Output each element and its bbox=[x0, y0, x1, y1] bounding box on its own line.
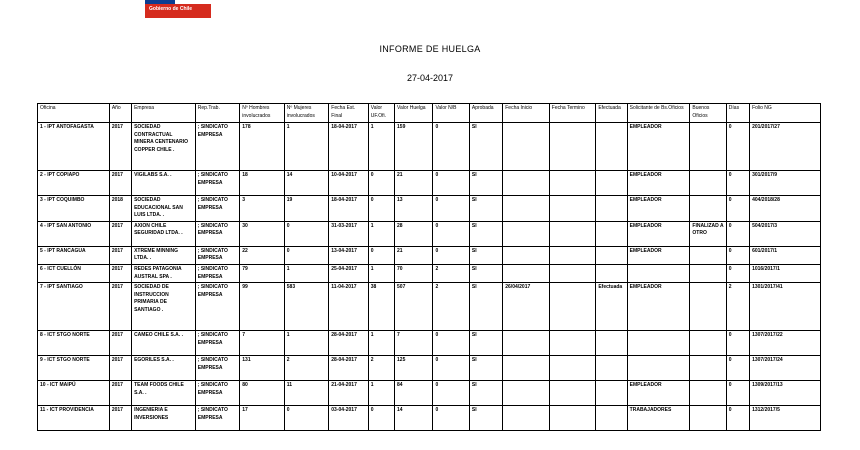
table-cell: 404/2018/28 bbox=[750, 196, 821, 222]
table-cell: 2 bbox=[726, 283, 749, 331]
table-cell: 1312/2017/5 bbox=[750, 406, 821, 431]
table-cell: 99 bbox=[240, 283, 285, 331]
table-cell: 7 bbox=[395, 331, 433, 356]
table-cell bbox=[690, 123, 726, 171]
table-cell: 2018 bbox=[109, 196, 131, 222]
table-cell bbox=[627, 356, 690, 381]
table-cell bbox=[690, 381, 726, 406]
table-cell: EMPLEADOR bbox=[627, 246, 690, 264]
table-cell: INGENIERIA E INVERSIONES bbox=[132, 406, 196, 431]
column-header: Nº Mujeres involucrados bbox=[284, 104, 329, 123]
table-cell: Efectuada bbox=[596, 283, 627, 331]
table-cell: 1301/2017/41 bbox=[750, 283, 821, 331]
column-header: Solicitante de Bs.Oficios bbox=[627, 104, 690, 123]
table-cell: ; SINDICATO EMPRESA bbox=[195, 283, 240, 331]
table-cell: 1307/2017/24 bbox=[750, 356, 821, 381]
table-cell: 2 bbox=[433, 283, 469, 331]
table-header-row bbox=[38, 104, 821, 123]
table-cell: EMPLEADOR bbox=[627, 283, 690, 331]
column-header: Valor UF.Ofi. bbox=[368, 104, 394, 123]
table-cell bbox=[549, 406, 596, 431]
column-header: Fecha Est. Final bbox=[329, 104, 368, 123]
table-cell bbox=[549, 283, 596, 331]
table-cell: 2017 bbox=[109, 283, 131, 331]
column-header: Días bbox=[726, 104, 749, 123]
table-cell: 0 bbox=[284, 246, 329, 264]
table-cell: 0 bbox=[433, 406, 469, 431]
table-cell: 11 - ICT PROVIDENCIA bbox=[38, 406, 110, 431]
logo-text: Gobierno de Chile bbox=[149, 6, 193, 12]
table-cell: 17 bbox=[240, 406, 285, 431]
table-cell: 80 bbox=[240, 381, 285, 406]
table-cell: 0 bbox=[433, 331, 469, 356]
table-cell: SOCIEDAD CONTRACTUAL MINERA CENTENARIO COPPER CHILE . bbox=[132, 123, 196, 171]
table-cell: 2017 bbox=[109, 221, 131, 246]
table-cell: 22 bbox=[240, 246, 285, 264]
table-cell: 0 bbox=[433, 123, 469, 171]
table-cell: SI bbox=[469, 221, 502, 246]
table-cell bbox=[596, 381, 627, 406]
table-cell bbox=[690, 283, 726, 331]
table-cell: 3 bbox=[240, 196, 285, 222]
table-cell bbox=[503, 171, 550, 196]
table-cell: 2017 bbox=[109, 246, 131, 264]
table-cell: 0 bbox=[284, 221, 329, 246]
table-cell: 178 bbox=[240, 123, 285, 171]
table-cell bbox=[549, 171, 596, 196]
table-cell bbox=[596, 356, 627, 381]
table-cell bbox=[549, 331, 596, 356]
table-row bbox=[38, 331, 821, 356]
table-cell: 0 bbox=[368, 406, 394, 431]
table-cell: EMPLEADOR bbox=[627, 381, 690, 406]
table-cell bbox=[596, 171, 627, 196]
table-cell: 601/2017/1 bbox=[750, 246, 821, 264]
table-cell bbox=[503, 246, 550, 264]
table-cell: 2 bbox=[368, 356, 394, 381]
table-cell: 7 - IPT SANTIAGO bbox=[38, 283, 110, 331]
table-cell: SI bbox=[469, 246, 502, 264]
table-cell: 0 bbox=[368, 171, 394, 196]
table-row bbox=[38, 381, 821, 406]
table-cell: ; SINDICATO EMPRESA bbox=[195, 221, 240, 246]
table-cell: 0 bbox=[368, 196, 394, 222]
table-cell bbox=[549, 123, 596, 171]
table-cell: 0 bbox=[284, 406, 329, 431]
table-cell bbox=[596, 196, 627, 222]
table-row bbox=[38, 406, 821, 431]
table-cell: 0 bbox=[726, 171, 749, 196]
table-cell bbox=[503, 221, 550, 246]
table-cell bbox=[596, 221, 627, 246]
column-header: Valor Huelga bbox=[395, 104, 433, 123]
table-cell: 131 bbox=[240, 356, 285, 381]
table-cell: 1 bbox=[368, 123, 394, 171]
table-cell bbox=[690, 171, 726, 196]
table-cell: 84 bbox=[395, 381, 433, 406]
column-header: Efectuada bbox=[596, 104, 627, 123]
table-cell: 11-04-2017 bbox=[329, 283, 368, 331]
table-cell: 2017 bbox=[109, 171, 131, 196]
table-row bbox=[38, 196, 821, 222]
table-row bbox=[38, 221, 821, 246]
table-body bbox=[38, 123, 821, 431]
table-cell bbox=[690, 406, 726, 431]
column-header: Fecha Inicio bbox=[503, 104, 550, 123]
table-cell: 0 bbox=[433, 381, 469, 406]
table-cell: 507 bbox=[395, 283, 433, 331]
table-cell: 2017 bbox=[109, 123, 131, 171]
table-cell: EMPLEADOR bbox=[627, 171, 690, 196]
table-cell: 8 - ICT STGO NORTE bbox=[38, 331, 110, 356]
table-cell: 4 - IPT SAN ANTONIO bbox=[38, 221, 110, 246]
table-cell: AXION CHILE SEGURIDAD LTDA. . bbox=[132, 221, 196, 246]
table-cell: 28 bbox=[395, 221, 433, 246]
table-cell bbox=[503, 196, 550, 222]
table-cell: 25-04-2017 bbox=[329, 264, 368, 282]
column-header: Año bbox=[109, 104, 131, 123]
table-cell: 9 - ICT STGO NORTE bbox=[38, 356, 110, 381]
table-cell: 1 - IPT ANTOFAGASTA bbox=[38, 123, 110, 171]
table-cell: SI bbox=[469, 331, 502, 356]
table-cell: VIGILABS S.A. . bbox=[132, 171, 196, 196]
table-cell: 2 bbox=[433, 264, 469, 282]
table-cell bbox=[596, 264, 627, 282]
column-header: Rep.Trab. bbox=[195, 104, 240, 123]
table-row bbox=[38, 283, 821, 331]
table-cell: 504/2017/3 bbox=[750, 221, 821, 246]
table-cell bbox=[596, 246, 627, 264]
table-cell: 2017 bbox=[109, 406, 131, 431]
table-cell: 6 - ICT CUELLÓN bbox=[38, 264, 110, 282]
table-cell: TEAM FOODS CHILE S.A. . bbox=[132, 381, 196, 406]
table-cell bbox=[503, 406, 550, 431]
table-cell: SI bbox=[469, 356, 502, 381]
table-cell bbox=[503, 356, 550, 381]
report-title: INFORME DE HUELGA bbox=[379, 44, 481, 54]
table-cell: 28-04-2017 bbox=[329, 356, 368, 381]
table-cell bbox=[549, 264, 596, 282]
table-row bbox=[38, 356, 821, 381]
table-cell: 1 bbox=[368, 264, 394, 282]
table-cell: 18 bbox=[240, 171, 285, 196]
table-cell bbox=[549, 246, 596, 264]
table-cell: 1 bbox=[284, 123, 329, 171]
table-cell: 31-03-2017 bbox=[329, 221, 368, 246]
table-cell bbox=[596, 123, 627, 171]
table-cell: ; SINDICATO EMPRESA bbox=[195, 381, 240, 406]
table-cell: 2017 bbox=[109, 356, 131, 381]
table-cell bbox=[549, 196, 596, 222]
table-cell: 79 bbox=[240, 264, 285, 282]
table-cell: EGORILES S.A. . bbox=[132, 356, 196, 381]
table-cell: TRABAJADORES bbox=[627, 406, 690, 431]
table-cell bbox=[549, 221, 596, 246]
table-cell: 1 bbox=[284, 331, 329, 356]
table-cell: 301/2017/9 bbox=[750, 171, 821, 196]
table-cell: 0 bbox=[726, 264, 749, 282]
table-cell: 0 bbox=[433, 356, 469, 381]
table-cell: 03-04-2017 bbox=[329, 406, 368, 431]
table-cell: 201/2017/27 bbox=[750, 123, 821, 171]
table-cell: 10-04-2017 bbox=[329, 171, 368, 196]
table-cell: ; SINDICATO EMPRESA bbox=[195, 331, 240, 356]
table-cell: 30 bbox=[240, 221, 285, 246]
table-cell: 0 bbox=[726, 331, 749, 356]
table-cell: 21-04-2017 bbox=[329, 381, 368, 406]
table-cell: SI bbox=[469, 123, 502, 171]
table-cell: 2 - IPT COPIAPO bbox=[38, 171, 110, 196]
table-cell: ; SINDICATO EMPRESA bbox=[195, 196, 240, 222]
table-cell: 2017 bbox=[109, 381, 131, 406]
table-cell bbox=[596, 406, 627, 431]
table-cell bbox=[690, 246, 726, 264]
table-cell: 14 bbox=[284, 171, 329, 196]
table-cell: 3 - IPT COQUIMBO bbox=[38, 196, 110, 222]
column-header: Nº Hombres involucrados bbox=[240, 104, 285, 123]
table-cell: 26/04/2017 bbox=[503, 283, 550, 331]
table-row bbox=[38, 246, 821, 264]
table-cell bbox=[690, 196, 726, 222]
table-cell: 21 bbox=[395, 246, 433, 264]
table-cell: FINALIZAD A OTRO bbox=[690, 221, 726, 246]
table-cell: 11 bbox=[284, 381, 329, 406]
table-cell: CAMEO CHILE S.A. . bbox=[132, 331, 196, 356]
table-cell: 125 bbox=[395, 356, 433, 381]
table-cell: EMPLEADOR bbox=[627, 123, 690, 171]
table-cell: SI bbox=[469, 264, 502, 282]
table-cell: 0 bbox=[726, 123, 749, 171]
table-cell: 0 bbox=[726, 406, 749, 431]
column-header: Buenos Oficios bbox=[690, 104, 726, 123]
table-cell: XTREME MINNING LTDA. . bbox=[132, 246, 196, 264]
table-cell bbox=[627, 264, 690, 282]
table-cell bbox=[503, 381, 550, 406]
table-cell: 13-04-2017 bbox=[329, 246, 368, 264]
table-cell: 159 bbox=[395, 123, 433, 171]
table-cell: 1 bbox=[368, 381, 394, 406]
table-cell bbox=[503, 123, 550, 171]
column-header: Aprobada bbox=[469, 104, 502, 123]
table-cell bbox=[690, 331, 726, 356]
column-header: Empresa bbox=[132, 104, 196, 123]
table-cell: 28-04-2017 bbox=[329, 331, 368, 356]
table-cell bbox=[690, 356, 726, 381]
table-cell bbox=[627, 331, 690, 356]
table-cell: 0 bbox=[726, 221, 749, 246]
table-cell: 0 bbox=[726, 381, 749, 406]
table-cell: SI bbox=[469, 381, 502, 406]
table-cell: 19 bbox=[284, 196, 329, 222]
table-cell bbox=[549, 356, 596, 381]
table-cell: 0 bbox=[433, 246, 469, 264]
table-cell: EMPLEADOR bbox=[627, 221, 690, 246]
table-cell: 14 bbox=[395, 406, 433, 431]
table-cell: SI bbox=[469, 171, 502, 196]
column-header: Folio NG bbox=[750, 104, 821, 123]
table-cell: 1 bbox=[368, 221, 394, 246]
table-cell: 1309/2017/13 bbox=[750, 381, 821, 406]
report-date: 27-04-2017 bbox=[406, 73, 454, 83]
table-cell: REDES PATAGONIA AUSTRAL SPA . bbox=[132, 264, 196, 282]
table-cell bbox=[503, 331, 550, 356]
table-row bbox=[38, 264, 821, 282]
table-cell: 18-04-2017 bbox=[329, 196, 368, 222]
table-cell: 38 bbox=[368, 283, 394, 331]
table-cell: SOCIEDAD EDUCACIONAL SAN LUIS LTDA. . bbox=[132, 196, 196, 222]
table-cell: ; SINDICATO EMPRESA bbox=[195, 406, 240, 431]
column-header: Oficina bbox=[38, 104, 110, 123]
table-cell: 1 bbox=[368, 331, 394, 356]
table-cell: 0 bbox=[433, 196, 469, 222]
table-cell bbox=[596, 331, 627, 356]
table-cell: EMPLEADOR bbox=[627, 196, 690, 222]
table-cell: SI bbox=[469, 406, 502, 431]
table-cell: 0 bbox=[726, 246, 749, 264]
table-cell: ; SINDICATO EMPRESA bbox=[195, 123, 240, 171]
table-cell: 7 bbox=[240, 331, 285, 356]
table-cell: SI bbox=[469, 196, 502, 222]
gobierno-logo bbox=[145, 0, 211, 18]
table-row bbox=[38, 123, 821, 171]
table-cell: 0 bbox=[433, 221, 469, 246]
table-cell bbox=[690, 264, 726, 282]
table-cell: ; SINDICATO EMPRESA bbox=[195, 246, 240, 264]
strike-report-table bbox=[37, 103, 821, 431]
table-cell: SOCIEDAD DE INSTRUCCION PRIMARIA DE SANTIAGO . bbox=[132, 283, 196, 331]
table-cell: 21 bbox=[395, 171, 433, 196]
table-cell: SI bbox=[469, 283, 502, 331]
table-cell: ; SINDICATO EMPRESA bbox=[195, 171, 240, 196]
column-header: Fecha Termino bbox=[549, 104, 596, 123]
table-cell: 0 bbox=[726, 356, 749, 381]
table-cell bbox=[549, 381, 596, 406]
table-cell: 5 - IPT RANCAGUA bbox=[38, 246, 110, 264]
column-header: Valor N/B bbox=[433, 104, 469, 123]
table-cell: 0 bbox=[433, 171, 469, 196]
table-cell: ; SINDICATO EMPRESA bbox=[195, 356, 240, 381]
table-cell: ; SINDICATO EMPRESA bbox=[195, 264, 240, 282]
table-cell: 1 bbox=[284, 264, 329, 282]
table-row bbox=[38, 171, 821, 196]
table-cell: 13 bbox=[395, 196, 433, 222]
table-cell: 2 bbox=[284, 356, 329, 381]
table-cell: 1016/2017/1 bbox=[750, 264, 821, 282]
table-cell: 0 bbox=[368, 246, 394, 264]
table-cell: 70 bbox=[395, 264, 433, 282]
table-cell: 2017 bbox=[109, 331, 131, 356]
table-cell: 10 - ICT MAIPÚ bbox=[38, 381, 110, 406]
table-cell bbox=[503, 264, 550, 282]
table-cell: 1307/2017/22 bbox=[750, 331, 821, 356]
table-cell: 18-04-2017 bbox=[329, 123, 368, 171]
table-cell: 583 bbox=[284, 283, 329, 331]
table-cell: 2017 bbox=[109, 264, 131, 282]
table-cell: 0 bbox=[726, 196, 749, 222]
